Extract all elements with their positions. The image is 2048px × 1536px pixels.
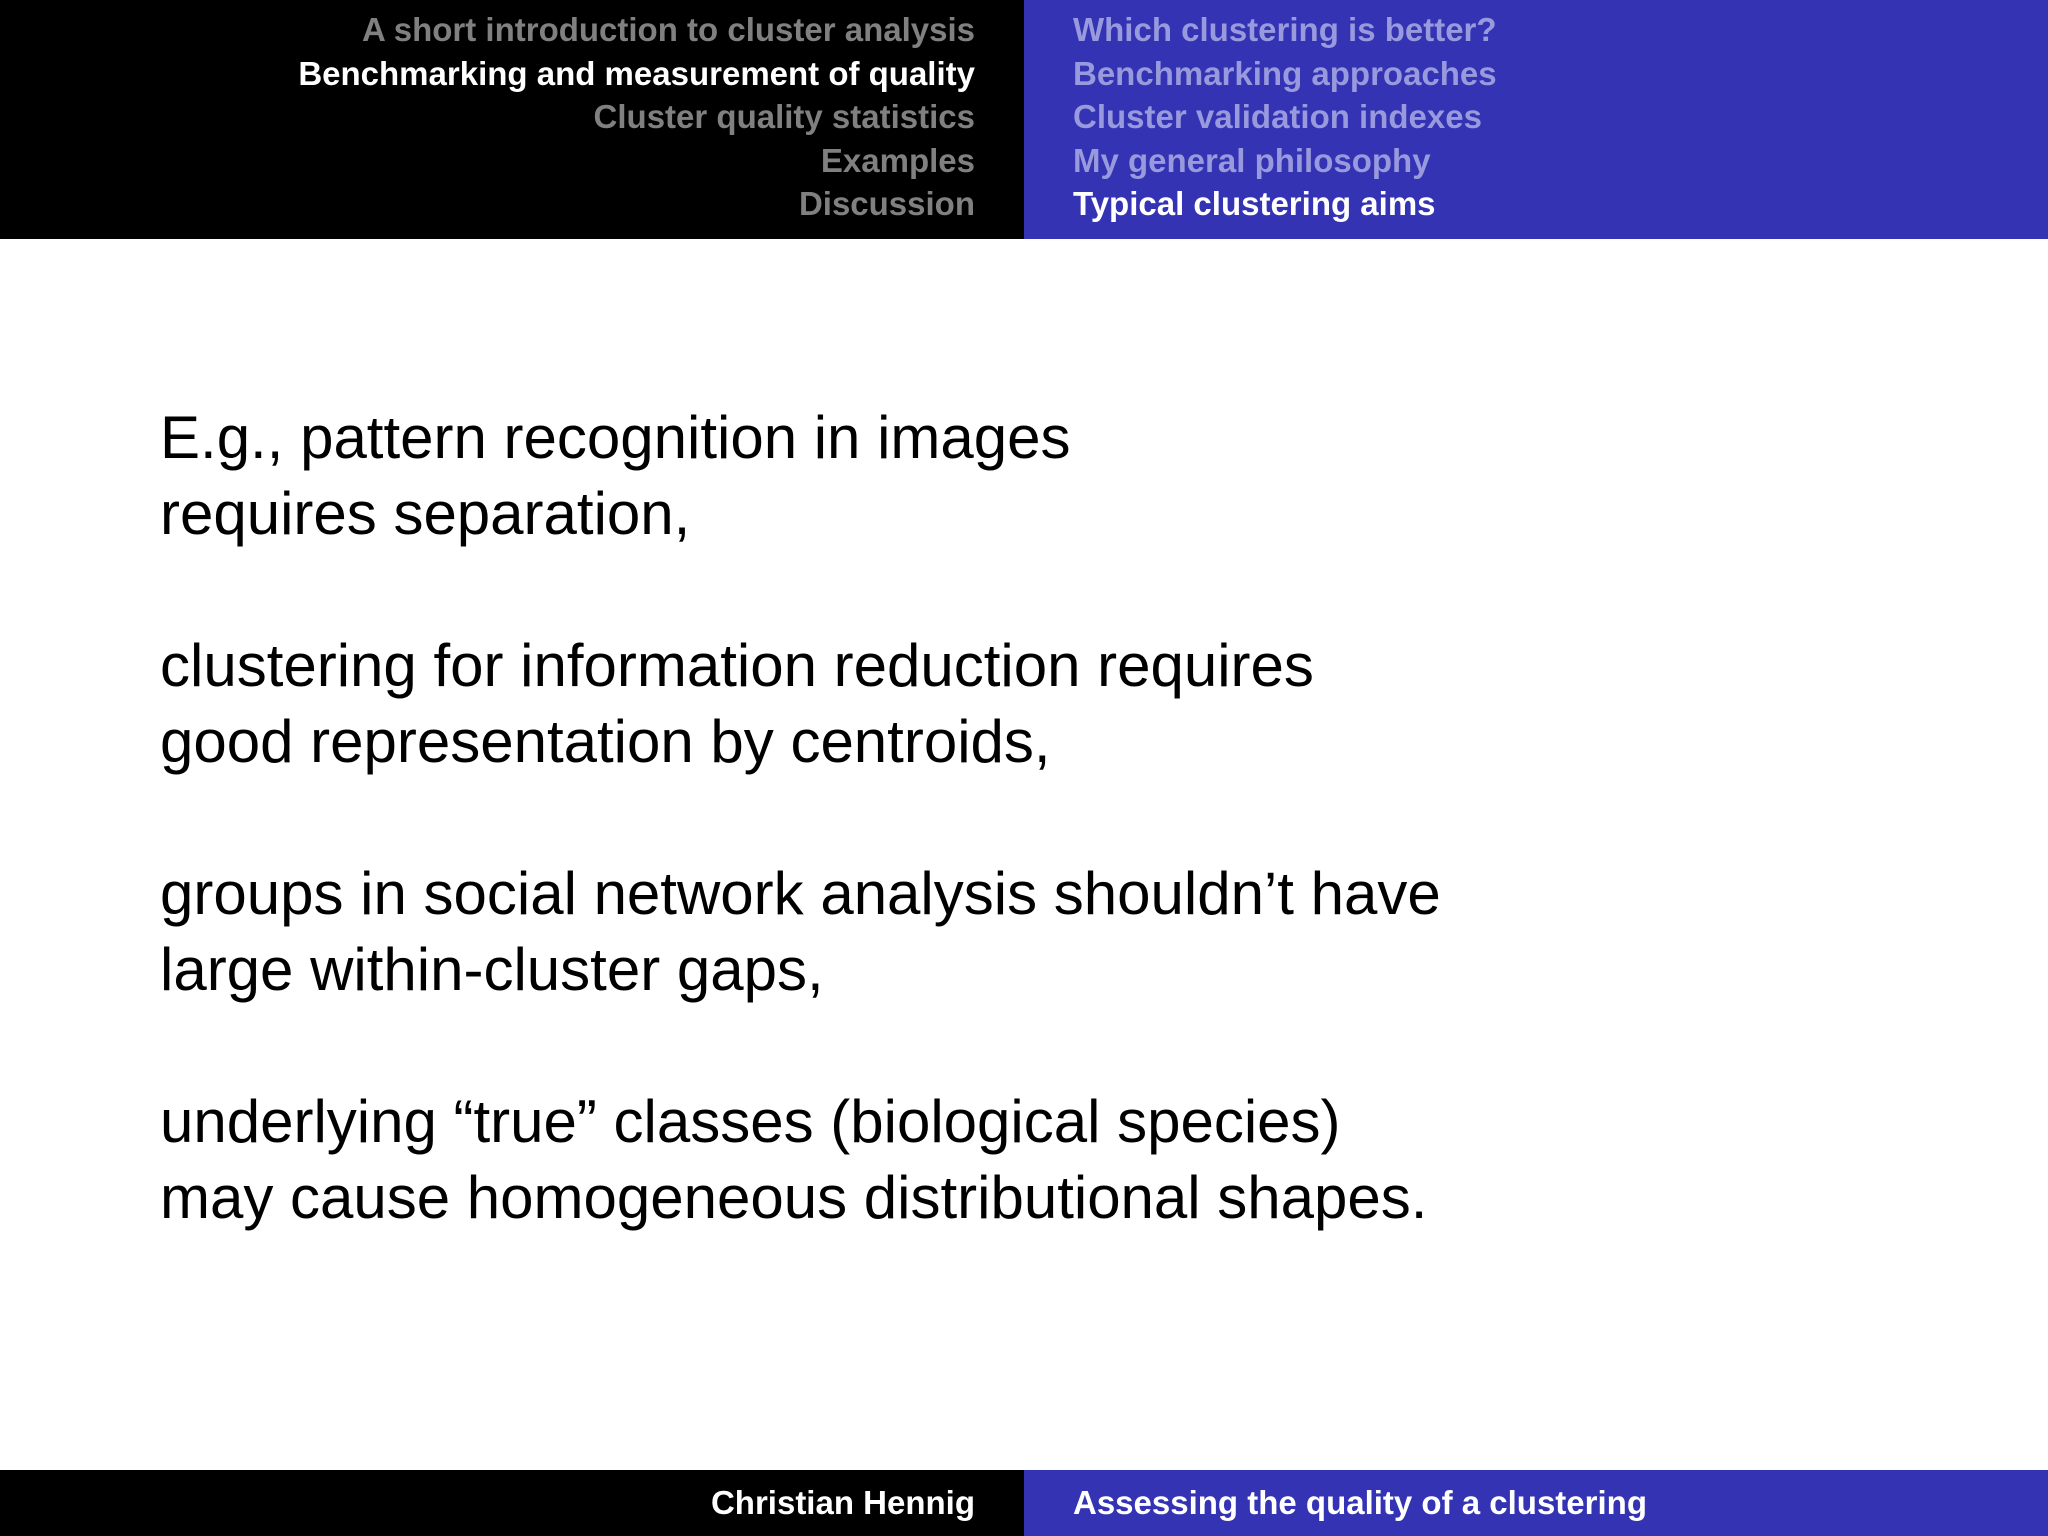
paragraph-line: requires separation,	[160, 480, 691, 547]
section-nav-item[interactable]: Examples	[820, 141, 975, 179]
paragraph-line: groups in social network analysis shouldn’t have	[160, 860, 1441, 927]
paragraph	[160, 628, 1920, 780]
footer-title-panel	[1024, 1470, 2048, 1536]
footer-author-panel	[0, 1470, 1024, 1536]
subsection-nav-item[interactable]: Which clustering is better?	[1073, 11, 1497, 48]
section-nav	[298, 8, 975, 226]
paragraph-line: may cause homogeneous distributional shapes.	[160, 1164, 1428, 1231]
paragraph-line: E.g., pattern recognition in images	[160, 404, 1071, 471]
section-nav-item[interactable]: Discussion	[798, 185, 975, 223]
slide-body	[160, 400, 1920, 1312]
subsection-nav-item[interactable]: My general philosophy	[1073, 141, 1431, 179]
section-nav-item[interactable]: A short introduction to cluster analysis	[361, 11, 975, 48]
section-nav-item[interactable]: Cluster quality statistics	[593, 98, 975, 136]
subsection-nav-item[interactable]: Benchmarking approaches	[1073, 54, 1497, 92]
subsection-nav-panel	[1024, 0, 2048, 239]
paragraph-line: large within-cluster gaps,	[160, 936, 824, 1003]
section-nav-item-active[interactable]: Benchmarking and measurement of quality	[298, 54, 975, 92]
slide-header	[0, 0, 2048, 239]
footer-author: Christian Hennig	[710, 1484, 975, 1521]
paragraph	[160, 1084, 1920, 1236]
paragraph-line: underlying “true” classes (biological species)	[160, 1088, 1341, 1155]
paragraph	[160, 400, 1920, 552]
section-nav-panel	[0, 0, 1024, 239]
paragraph-line: good representation by centroids,	[160, 708, 1051, 775]
footer-title: Assessing the quality of a clustering	[1073, 1484, 1647, 1521]
paragraph-line: clustering for information reduction requires	[160, 632, 1314, 699]
paragraph	[160, 856, 1920, 1008]
subsection-nav	[1073, 8, 1497, 226]
subsection-nav-item[interactable]: Cluster validation indexes	[1073, 98, 1482, 136]
subsection-nav-item-active[interactable]: Typical clustering aims	[1073, 185, 1436, 223]
